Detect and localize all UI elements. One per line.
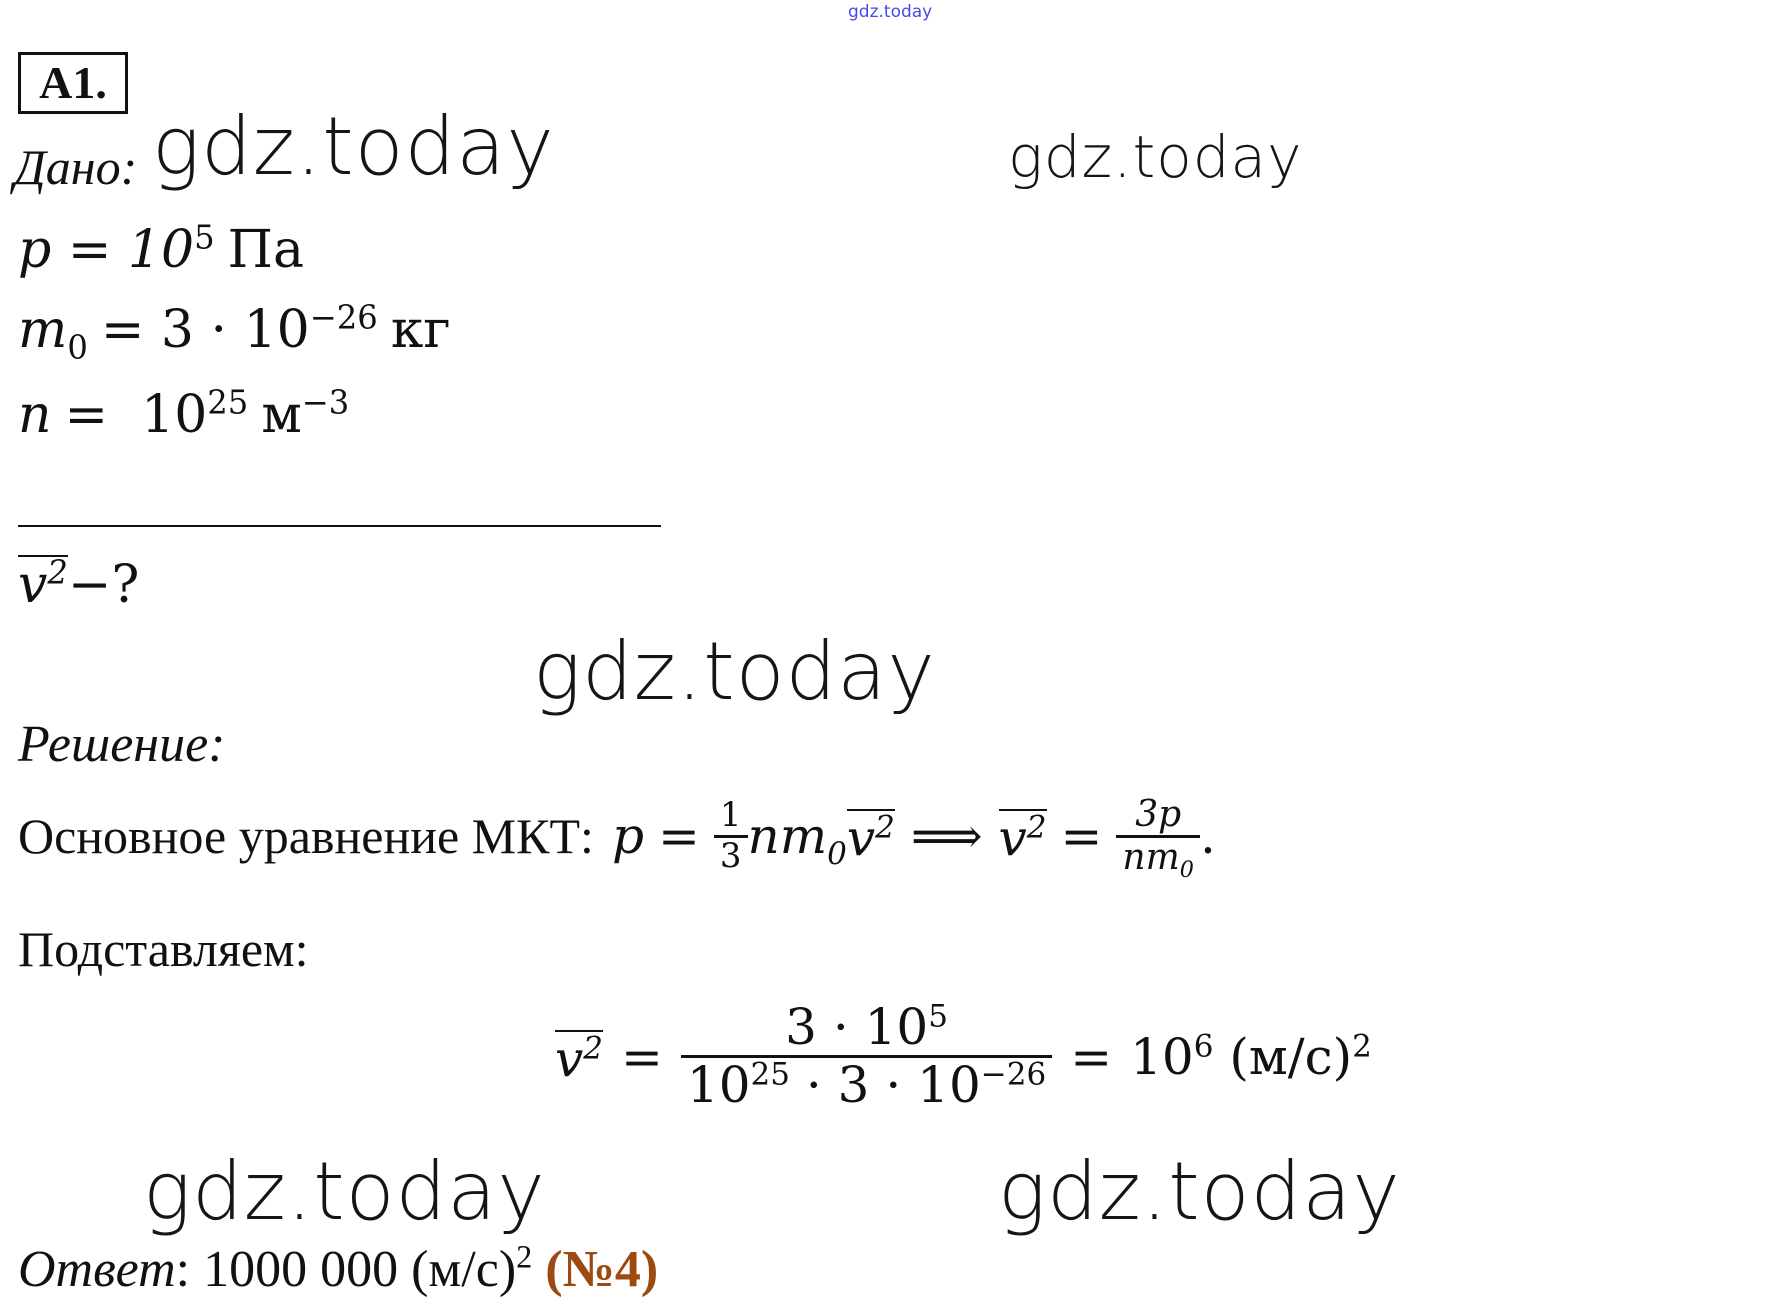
top-watermark: gdz.today — [848, 2, 933, 22]
substitution-label: Подставляем: — [18, 921, 309, 977]
n-var: n — [18, 385, 52, 445]
equation-line-1-label: Основное уравнение МКТ: — [18, 808, 594, 865]
eq1-equals-2: = — [1060, 807, 1103, 866]
n-unit-exponent: −3 — [301, 383, 350, 422]
eq1-v-squared: $v^2$ — [846, 809, 895, 868]
watermark-4: gdz.today — [143, 1145, 546, 1238]
m0-var: m — [18, 300, 68, 360]
n-unit: м — [261, 385, 302, 445]
eq1-frac-num: 1 — [719, 795, 742, 836]
eq1-nm0: $nm_0$ — [747, 807, 847, 873]
eq1-fraction-one-third — [714, 797, 748, 875]
given-divider — [18, 525, 661, 527]
task-label-text: A1. — [39, 57, 107, 108]
watermark-1: gdz.today — [152, 100, 555, 193]
eq1-v-squared-lhs: $v^2$ — [998, 809, 1047, 868]
eq2-frac-num: $3 \cdot 10^5$ — [785, 998, 948, 1056]
task-label — [18, 52, 128, 114]
eq2-v-squared: $v^2$ — [555, 1029, 603, 1088]
watermark-5: gdz.today — [998, 1145, 1401, 1238]
eq1-p: p — [611, 807, 644, 866]
n-rhs: = 10 — [64, 385, 208, 445]
given-concentration — [18, 385, 349, 445]
eq1-fraction-3p — [1116, 794, 1200, 883]
pressure-unit: Па — [227, 220, 304, 280]
find-v-exp: 2 — [47, 553, 68, 592]
answer-reference: (№4) — [545, 1241, 659, 1298]
eq1-frac2-den: $nm_0$ — [1122, 836, 1194, 883]
m0-sub: 0 — [67, 328, 88, 367]
eq1-period: . — [1199, 807, 1216, 866]
answer-line — [18, 1240, 658, 1299]
eq1-frac-den: 3 — [719, 835, 742, 876]
answer-exponent: 2 — [516, 1238, 533, 1275]
watermark-2: gdz.today — [1008, 123, 1303, 191]
pressure-exponent: 5 — [194, 218, 215, 257]
eq1-implies: ⟹ — [910, 807, 983, 866]
find-line — [18, 555, 139, 615]
given-heading: Дано: — [14, 139, 138, 195]
find-question: −? — [67, 555, 140, 615]
m0-rhs: = 3 · 10 — [100, 300, 310, 360]
watermark-3: gdz.today — [533, 625, 936, 718]
eq2-equals: = — [620, 1027, 663, 1086]
equation-line-2 — [555, 1000, 1372, 1113]
m0-exponent: −26 — [309, 298, 378, 337]
given-pressure — [18, 220, 304, 280]
given-molecule-mass — [18, 298, 451, 367]
eq2-equals-2: = — [1070, 1027, 1113, 1086]
eq2-frac-den: $10^{25} \cdot 3 \cdot 10^{-26}$ — [686, 1056, 1047, 1114]
n-exponent: 25 — [207, 383, 249, 422]
find-v: v — [18, 555, 48, 615]
answer-label: Ответ — [18, 1241, 176, 1298]
pressure-expression: p = 10 — [18, 220, 195, 280]
answer-value: : 1000 000 (м/с) — [175, 1241, 517, 1298]
solution-heading: Решение: — [18, 716, 226, 773]
m0-unit: кг — [390, 300, 451, 360]
equation-line-1 — [18, 794, 1216, 883]
eq2-fraction — [681, 1000, 1052, 1113]
eq2-result: $10^6$ $(м/с)^2$ — [1130, 1027, 1372, 1086]
eq1-frac2-num: 3p — [1135, 794, 1182, 835]
find-v-squared — [18, 553, 68, 615]
eq1-equals: = — [657, 807, 700, 866]
